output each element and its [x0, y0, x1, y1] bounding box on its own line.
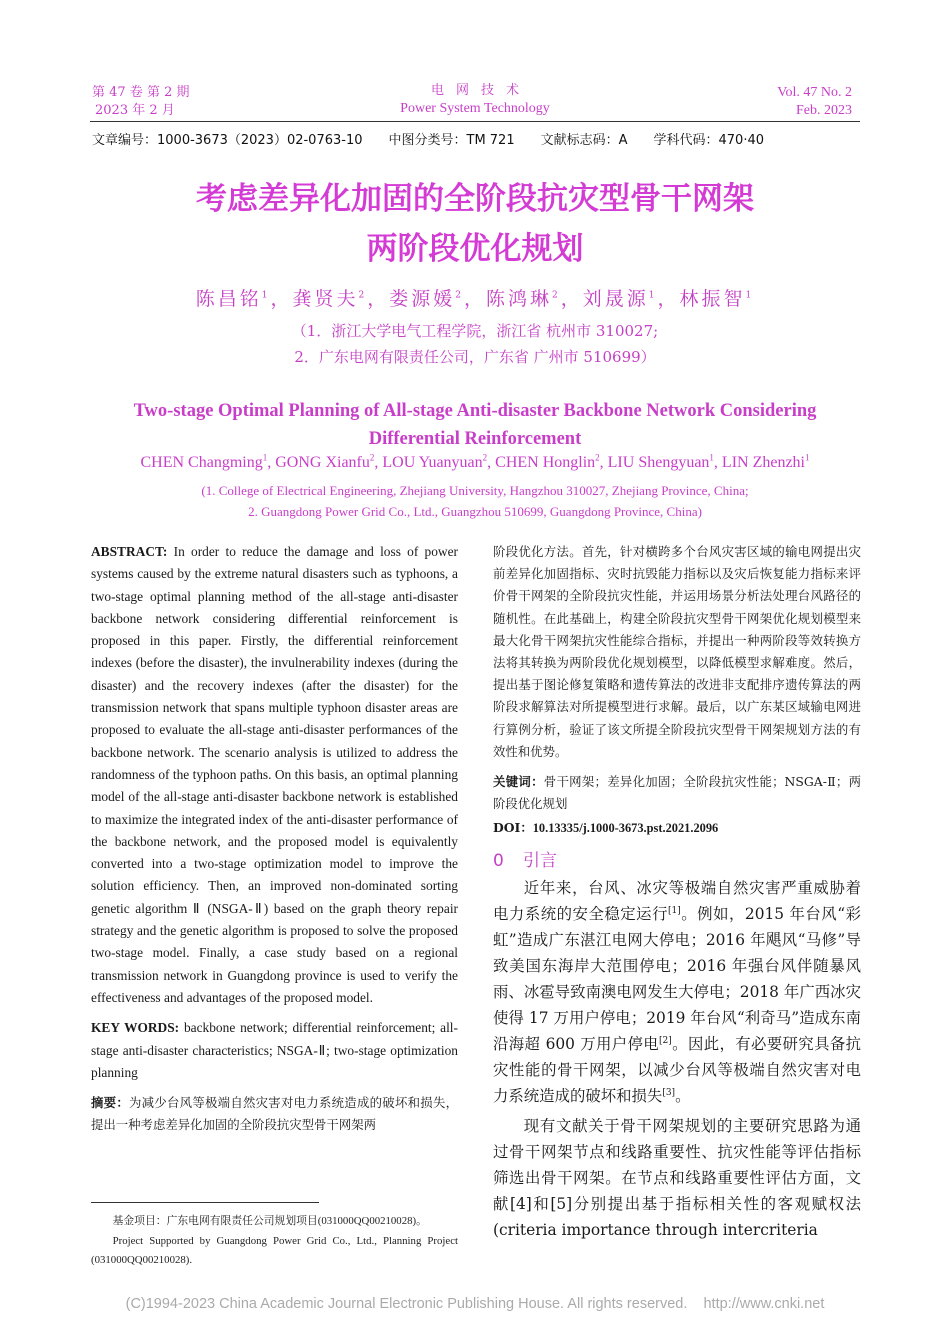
affiliation-en-1: (1. College of Electrical Engineering, Zhejiang University, Hangzhou 310027, Zhejiang Province, China;	[201, 483, 749, 498]
affiliation-en-2: 2. Guangdong Power Grid Co., Ltd., Guangzhou 510699, Guangdong Province, China)	[248, 504, 702, 519]
author-cn: 林振智	[679, 288, 746, 310]
author-en: LIN Zhenzhi	[721, 454, 805, 471]
intro-text: 。因此，有必要研究具备抗灾性能的骨干网架，以减少台风等极端自然灾害对电力系统造成的破坏和损失	[493, 1034, 861, 1105]
author-cn: 刘晟源	[582, 288, 649, 310]
doi-label: DOI：	[493, 820, 533, 836]
keywords-cn-label: 关键词：	[493, 774, 544, 790]
author-en: CHEN Honglin	[495, 454, 596, 471]
affiliation-cn-1: （1．浙江大学电气工程学院，浙江省 杭州市 310027;	[291, 322, 659, 340]
section-number: 0	[493, 850, 504, 871]
footnote	[91, 1211, 458, 1271]
header-rule	[90, 121, 860, 122]
abstract-en-text: In order to reduce the damage and loss of power systems caused by the extreme natural disasters such as typhoons, a two-stage optimal planning method of the all-stage anti-disaster backbone network considering differential reinforcement is proposed in this paper. Firstly, the differential reinforcement indexes (before the disaster), the invulnerability indexes (during the disaster) and the recovery indexes (after the disaster) for the transmission network that spans multiple typhoon disaster areas are proposed to evaluate the all-stage anti-disaster performances of the backbone network. The scenario analysis is utilized to address the randomness of the typhoon paths. On this basis, an optimal planning model of the all-stage anti-disaster backbone network is established to maximize the integrated index of the anti-disaster performance of the backbone network, and the proposed model is equivalently converted into a two-stage optimization model to improve the solution efficiency. Then, an improved non-dominated sorting genetic algorithm Ⅱ (NSGA-Ⅱ) based on the graph theory repair strategy and the genetic algorithm is proposed to solve the proposed two-stage model. Finally, a case study based on a regional transmission network in Guangdong province is used to verify the effectiveness and advantages of the proposed model.	[91, 544, 458, 1005]
author-affil: 2	[482, 452, 488, 463]
title-cn-line2: 两阶段优化规划	[366, 231, 584, 267]
author-en: LIU Shengyuan	[607, 454, 710, 471]
paper-title-en	[0, 397, 950, 453]
abstract-cn-continued: 阶段优化方法。首先，针对横跨多个台风灾害区域的输电网提出灾前差异化加固指标、灾时抗毁能力指标以及灾后恢复能力指标来评价骨干网架的全阶段抗灾性能，并运用场景分析法处理台风路径的随机性。在此基础上，构建全阶段抗灾型骨干网架优化规划模型来最大化骨干网架抗灾性能综合指标，并提出一种两阶段等效转换方法将其转换为两阶段优化规划模型，以降低模型求解难度。然后，提出基于图论修复策略和遗传算法的改进非支配排序遗传算法的两阶段求解算法对所提模型进行求解。最后，以广东某区域输电网进行算例分析，验证了该文所提全阶段抗灾型骨干网架规划方法的有效性和优势。	[493, 544, 861, 759]
author-cn: 陈昌铭	[195, 288, 262, 310]
intro-paragraph-1	[493, 875, 861, 1109]
affiliations-en	[0, 480, 950, 522]
abstract-cn	[91, 1092, 458, 1136]
author-affil: 2	[358, 290, 368, 301]
keywords-cn	[493, 771, 861, 815]
journal-name-cn: 电网技术	[430, 83, 531, 98]
right-column	[493, 541, 861, 1243]
author-affil: 2	[369, 452, 375, 463]
citation: [2]	[659, 1035, 672, 1046]
journal-name-en: Power System Technology	[400, 101, 550, 116]
footnote-rule	[91, 1202, 319, 1203]
section-heading	[493, 846, 861, 871]
affiliation-cn-2: 2．广东电网有限责任公司，广东省 广州市 510699）	[294, 348, 656, 366]
authors-en: CHEN Changming$^1$, GONG Xianfu$^2$, LOU Yuanyuan$^2$, CHEN Honglin$^2$, LIU Shengyuan$^1$, LIN Zhenzhi$^1$	[140, 452, 810, 471]
author-affil: 1	[709, 452, 714, 463]
subject-code: 学科代码：470·40	[653, 133, 765, 148]
publish-date-cn: 2023 年 2 月	[95, 103, 175, 118]
title-cn-line1: 考虑差异化加固的全阶段抗灾型骨干网架	[196, 181, 754, 217]
author-en: CHEN Changming	[140, 454, 263, 471]
author-affil: 1	[261, 290, 271, 301]
author-affil: 1	[262, 452, 268, 463]
doi-value: 10.13335/j.1000-3673.pst.2021.2096	[532, 821, 719, 836]
author-en: LOU Yuanyuan	[382, 454, 483, 471]
author-affil: 2	[552, 290, 561, 301]
keywords-en-text: backbone network; differential reinforcement; all-stage anti-disaster characteristics; NSGA-Ⅱ; two-stage optimization planning	[91, 1020, 458, 1080]
author-affil: 2	[595, 452, 600, 463]
document-code: 文献标志码：A	[540, 133, 628, 148]
abstract-cn-text-left: 为减少台风等极端自然灾害对电力系统造成的破坏和损失，提出一种考虑差异化加固的全阶段抗灾型骨干网架两	[91, 1095, 459, 1133]
publish-date-en: Feb. 2023	[796, 103, 852, 118]
affiliations-cn	[0, 318, 950, 370]
article-number: 文章编号：1000-3673（2023）02-0763-10	[92, 133, 363, 148]
footnote-cn	[91, 1211, 458, 1232]
doi	[493, 817, 861, 839]
abstract-en	[91, 541, 458, 1009]
title-en-line2: Differential Reinforcement	[368, 429, 582, 449]
volume-issue-cn: 第 47 卷 第 2 期	[92, 85, 190, 100]
footnote-en: Project Supported by Guangdong Power Grid Co., Ltd., Planning Project (031000QQ00210028).	[91, 1234, 458, 1266]
intro-text: 。例如，2015 年台风“彩虹”造成广东湛江电网大停电；2016 年飓风“马修”导致美国东海岸大范围停电；2016 年强台风伴随暴风雨、冰雹导致南澳电网发生大停电；2018 年广西冰灾使得 17 万用户停电；2019 年台风“利奇马”造成东南沿海超 600 万用户停电	[493, 904, 861, 1053]
intro-paragraph-2: 现有文献关于骨干网架规划的主要研究思路为通过骨干网架节点和线路重要性、抗灾性能等评估指标筛选出骨干网架。在节点和线路重要性评估方面，文献[4]和[5]分别提出基于指标相关性的客观赋权法(criteria importance through intercriteria	[493, 1116, 861, 1239]
author-cn: 娄源媛	[389, 288, 456, 310]
abstract-en-label: ABSTRACT:	[91, 544, 168, 559]
abstract-cn-label: 摘要：	[91, 1095, 129, 1111]
author-affil: 2	[455, 290, 464, 301]
volume-issue-en: Vol. 47 No. 2	[777, 85, 852, 100]
author-en: GONG Xianfu	[275, 454, 370, 471]
keywords-en	[91, 1017, 458, 1084]
author-affil: 1	[745, 290, 755, 301]
keywords-en-label: KEY WORDS:	[91, 1020, 180, 1036]
title-en-line1: Two-stage Optimal Planning of All-stage Anti-disaster Backbone Network Considering	[133, 401, 817, 421]
author-affil: 1	[805, 452, 810, 463]
copyright-footer: (C)1994-2023 China Academic Journal Electronic Publishing House. All rights reserved. http://www.cnki.net	[125, 1296, 825, 1312]
paper-title-cn	[0, 175, 950, 273]
keywords-cn-text: 骨干网架；差异化加固；全阶段抗灾性能；NSGA-Ⅱ；两阶段优化规划	[493, 774, 862, 812]
intro-text: 。	[675, 1086, 691, 1105]
left-column	[91, 541, 458, 1137]
citation: [1]	[668, 905, 681, 916]
citation: [3]	[662, 1087, 676, 1098]
article-meta	[92, 129, 790, 148]
journal-volume-en	[777, 84, 852, 120]
intro-text: 近年来，台风、冰灾等极端自然灾害严重威胁着电力系统的安全稳定运行	[493, 878, 861, 923]
clc-number: 中图分类号：TM 721	[388, 133, 515, 148]
section-title: 引言	[523, 850, 557, 871]
footnote-cn-text: 广东电网有限责任公司规划项目(031000QQ00210028)。	[166, 1215, 427, 1227]
authors-cn: 陈昌铭$^1$，龚贤夫$^2$，娄源媛$^2$，陈鸿琳$^2$，刘晟源$^1$，林振智$^1$	[195, 288, 755, 310]
author-cn: 陈鸿琳	[486, 288, 553, 310]
author-cn: 龚贤夫	[292, 288, 359, 310]
author-affil: 1	[648, 290, 658, 301]
footnote-label: 基金项目：	[112, 1214, 167, 1227]
